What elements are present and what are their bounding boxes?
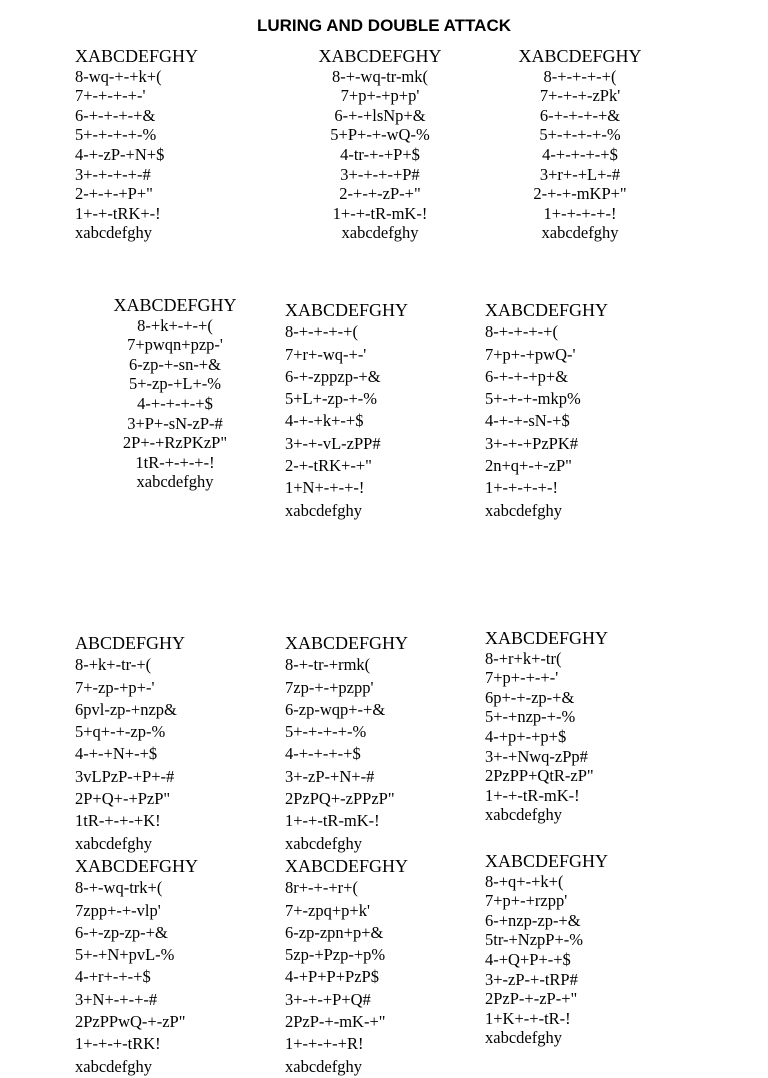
diagram-file-header: XABCDEFGHY xyxy=(485,300,609,320)
diagram-rank-row: 4-+-+N+-+$ xyxy=(75,744,158,764)
chess-diagram-6 xyxy=(485,299,608,522)
diagram-file-footer: xabcdefghy xyxy=(285,500,362,520)
diagram-rank-row: 1+N+-+-+-! xyxy=(285,478,365,498)
diagram-file-header: XABCDEFGHY xyxy=(75,856,199,876)
diagram-rank-row: 6-+-zp-zp-+& xyxy=(75,922,168,942)
diagram-rank-row: 7+p+-+rzpp' xyxy=(485,891,568,911)
diagram-file-footer: xabcdefghy xyxy=(485,1028,562,1048)
diagram-rank-row: 5+P+-+-wQ-% xyxy=(330,125,430,145)
diagram-rank-row: 2PzP-+-zP-+" xyxy=(485,989,578,1009)
diagram-rank-row: 7+-zp-+p+-' xyxy=(75,677,155,697)
diagram-file-header: XABCDEFGHY xyxy=(485,628,609,648)
diagram-file-footer: xabcdefghy xyxy=(75,833,152,853)
diagram-rank-row: 6pvl-zp-+nzp& xyxy=(75,699,177,719)
diagram-file-footer: xabcdefghy xyxy=(75,223,152,243)
diagram-rank-row: 7+p+-+pwQ-' xyxy=(485,344,576,364)
diagram-file-header: XABCDEFGHY xyxy=(113,295,237,315)
diagram-rank-row: 4-+-+-+-+$ xyxy=(542,144,618,164)
diagram-file-footer: xabcdefghy xyxy=(285,1056,362,1076)
diagram-rank-row: 2P+Q+-+PzP" xyxy=(75,789,171,809)
diagram-file-footer: xabcdefghy xyxy=(136,472,214,492)
diagram-rank-row: 1+K+-+-tR-! xyxy=(485,1008,571,1028)
diagram-rank-row: 1+-+-+-+-! xyxy=(485,478,558,498)
diagram-rank-row: 2PzP-+-mK-+" xyxy=(285,1012,386,1032)
diagram-rank-row: 2-+-+-zP-+" xyxy=(339,184,421,204)
diagram-rank-row: 4-+-+-+-+$ xyxy=(137,393,213,413)
diagram-rank-row: 4-+p+-+p+$ xyxy=(485,726,567,746)
diagram-rank-row: 3+-+-+-+P# xyxy=(340,164,420,184)
diagram-rank-row: 5+-+-+-+-% xyxy=(539,125,621,145)
diagram-file-header: ABCDEFGHY xyxy=(75,633,186,653)
diagram-file-footer: xabcdefghy xyxy=(485,500,562,520)
diagram-rank-row: 4-+Q+P+-+$ xyxy=(485,949,571,969)
diagram-rank-row: 4-+r+-+-+$ xyxy=(75,967,151,987)
diagram-rank-row: 6-+-zppzp-+& xyxy=(285,366,381,386)
diagram-rank-row: 3+-+-+-+-# xyxy=(75,164,151,184)
diagram-rank-row: 2-+-+-+P+" xyxy=(75,184,153,204)
diagram-file-footer: xabcdefghy xyxy=(541,223,619,243)
diagram-rank-row: 1+-+-tR-mK-! xyxy=(485,785,580,805)
chess-diagram-7 xyxy=(75,632,185,855)
diagram-file-header: XABCDEFGHY xyxy=(285,300,409,320)
diagram-rank-row: 7+pwqn+pzp-' xyxy=(127,335,223,355)
diagram-rank-row: 2-+-+-mKP+" xyxy=(533,184,627,204)
diagram-rank-row: 3+-+-vL-zPP# xyxy=(285,433,381,453)
diagram-rank-row: 8-+-+-+-+( xyxy=(543,66,617,86)
diagram-rank-row: 5+-+-+-+-% xyxy=(285,722,367,742)
diagram-rank-row: 7+-+-+-zPk' xyxy=(539,86,621,106)
diagram-rank-row: 1+-+-+-tRK! xyxy=(75,1034,161,1054)
diagram-rank-row: 3+-zP-+-tRP# xyxy=(485,969,578,989)
diagram-file-header: XABCDEFGHY xyxy=(285,856,409,876)
diagram-rank-row: 4-+-+-+-+$ xyxy=(285,744,361,764)
diagram-rank-row: 7+p+-+-+-' xyxy=(485,668,559,688)
diagram-rank-row: 8-+r+k+-tr( xyxy=(485,648,562,668)
diagram-rank-row: 8-+-+-+-+( xyxy=(285,322,358,342)
diagram-rank-row: 5+q+-+-zp-% xyxy=(75,722,166,742)
diagram-rank-row: 3+P+-sN-zP-# xyxy=(127,413,223,433)
diagram-rank-row: 6-+-+lsNp+& xyxy=(334,105,426,125)
diagram-rank-row: 2PzPQ+-zPPzP" xyxy=(285,789,395,809)
diagram-rank-row: 5+-+nzp-+-% xyxy=(485,707,576,727)
diagram-rank-row: 1+-+-tR-mK-! xyxy=(332,203,428,223)
diagram-file-footer: xabcdefghy xyxy=(485,805,562,825)
diagram-rank-row: 6-+-+-+-+& xyxy=(539,105,621,125)
chess-diagram-5 xyxy=(285,299,408,522)
diagram-rank-row: 4-+-+k+-+$ xyxy=(285,411,364,431)
diagram-rank-row: 3+-+-+PzPK# xyxy=(485,433,578,453)
diagram-rank-row: 7zpp+-+-vlp' xyxy=(75,900,161,920)
diagram-rank-row: 7+p+-+p+p' xyxy=(340,86,420,106)
chess-diagram-3 xyxy=(500,47,660,243)
diagram-rank-row: 6-+nzp-zp-+& xyxy=(485,910,581,930)
diagram-file-header: XABCDEFGHY xyxy=(75,46,199,66)
chess-diagram-12 xyxy=(485,852,608,1048)
diagram-file-header: XABCDEFGHY xyxy=(285,633,409,653)
diagram-rank-row: 5zp-+Pzp-+p% xyxy=(285,945,386,965)
diagram-rank-row: 4-+-zP-+N+$ xyxy=(75,144,165,164)
diagram-rank-row: 3+N+-+-+-# xyxy=(75,989,158,1009)
diagram-rank-row: 1+-+-tR-mK-! xyxy=(285,811,380,831)
chess-diagram-4 xyxy=(100,296,250,492)
diagram-rank-row: 8-+-wq-tr-mk( xyxy=(331,66,429,86)
chess-diagram-9 xyxy=(485,629,608,825)
diagram-rank-row: 6p+-+-zp-+& xyxy=(485,687,575,707)
diagram-rank-row: 8r+-+-+r+( xyxy=(285,878,358,898)
diagram-rank-row: 3vLPzP-+P+-# xyxy=(75,766,175,786)
diagram-rank-row: 7+r+-wq-+-' xyxy=(285,344,367,364)
diagram-rank-row: 6-zp-zpn+p+& xyxy=(285,922,384,942)
chess-diagram-8 xyxy=(285,632,408,855)
diagram-rank-row: 2n+q+-+-zP" xyxy=(485,456,572,476)
diagram-rank-row: 1+-+-tRK+-! xyxy=(75,203,161,223)
diagram-rank-row: 7+-zpq+p+k' xyxy=(285,900,370,920)
diagram-rank-row: 8-+k+-tr-+( xyxy=(75,655,152,675)
diagram-file-header: XABCDEFGHY xyxy=(518,46,642,66)
diagram-rank-row: 8-+-tr-+rmk( xyxy=(285,655,371,675)
diagram-rank-row: 3+r+-+L+-# xyxy=(539,164,621,184)
diagram-file-footer: xabcdefghy xyxy=(341,223,419,243)
diagram-rank-row: 2P+-+RzPKzP" xyxy=(122,433,228,453)
diagram-rank-row: 5+-+N+pvL-% xyxy=(75,945,175,965)
diagram-rank-row: 6-zp-wqp+-+& xyxy=(285,699,386,719)
diagram-rank-row: 1+-+-+-+-! xyxy=(543,203,617,223)
diagram-rank-row: 5+-zp-+L+-% xyxy=(128,374,222,394)
diagram-rank-row: 5+-+-+-+-% xyxy=(75,125,157,145)
chess-diagram-11 xyxy=(285,855,408,1078)
diagram-rank-row: 3+-+Nwq-zPp# xyxy=(485,746,588,766)
diagram-file-header: XABCDEFGHY xyxy=(318,46,442,66)
diagram-rank-row: 8-+-wq-trk+( xyxy=(75,878,163,898)
diagram-rank-row: 8-+-+-+-+( xyxy=(485,322,558,342)
diagram-rank-row: 3+-zP-+N+-# xyxy=(285,766,375,786)
diagram-rank-row: 4-+P+P+PzP$ xyxy=(285,967,379,987)
diagram-rank-row: 5tr-+NzpP+-% xyxy=(485,930,584,950)
diagram-rank-row: 6-+-+-+p+& xyxy=(485,366,569,386)
diagram-rank-row: 2PzPP+QtR-zP" xyxy=(485,766,594,786)
diagram-file-header: XABCDEFGHY xyxy=(485,851,609,871)
diagram-rank-row: 6-+-+-+-+& xyxy=(75,105,156,125)
diagram-rank-row: 3+-+-+P+Q# xyxy=(285,989,371,1009)
diagram-rank-row: 8-+q+-+k+( xyxy=(485,871,564,891)
diagram-rank-row: 7zp-+-+pzpp' xyxy=(285,677,374,697)
diagram-rank-row: 4-+-+-sN-+$ xyxy=(485,411,570,431)
diagram-rank-row: 1+-+-+-+R! xyxy=(285,1034,364,1054)
diagram-rank-row: 8-+k+-+-+( xyxy=(137,315,213,335)
diagram-rank-row: 2-+-tRK+-+" xyxy=(285,456,372,476)
diagram-rank-row: 8-wq-+-+k+( xyxy=(75,66,162,86)
diagram-rank-row: 5+-+-+-mkp% xyxy=(485,389,581,409)
diagram-rank-row: 2PzPPwQ-+-zP" xyxy=(75,1012,186,1032)
diagram-rank-row: 5+L+-zp-+-% xyxy=(285,389,378,409)
page-title: LURING AND DOUBLE ATTACK xyxy=(256,16,512,35)
diagram-rank-row: 1tR-+-+-+-! xyxy=(135,452,215,472)
diagram-rank-row: 6-zp-+-sn-+& xyxy=(129,354,221,374)
chess-diagram-1 xyxy=(75,47,198,243)
chess-diagram-2 xyxy=(300,47,460,243)
diagram-rank-row: 1tR-+-+-+K! xyxy=(75,811,161,831)
diagram-file-footer: xabcdefghy xyxy=(75,1056,152,1076)
diagram-rank-row: 7+-+-+-+-' xyxy=(75,86,146,106)
chess-diagram-10 xyxy=(75,855,198,1078)
diagram-rank-row: 4-tr-+-+P+$ xyxy=(340,144,420,164)
diagram-file-footer: xabcdefghy xyxy=(285,833,362,853)
